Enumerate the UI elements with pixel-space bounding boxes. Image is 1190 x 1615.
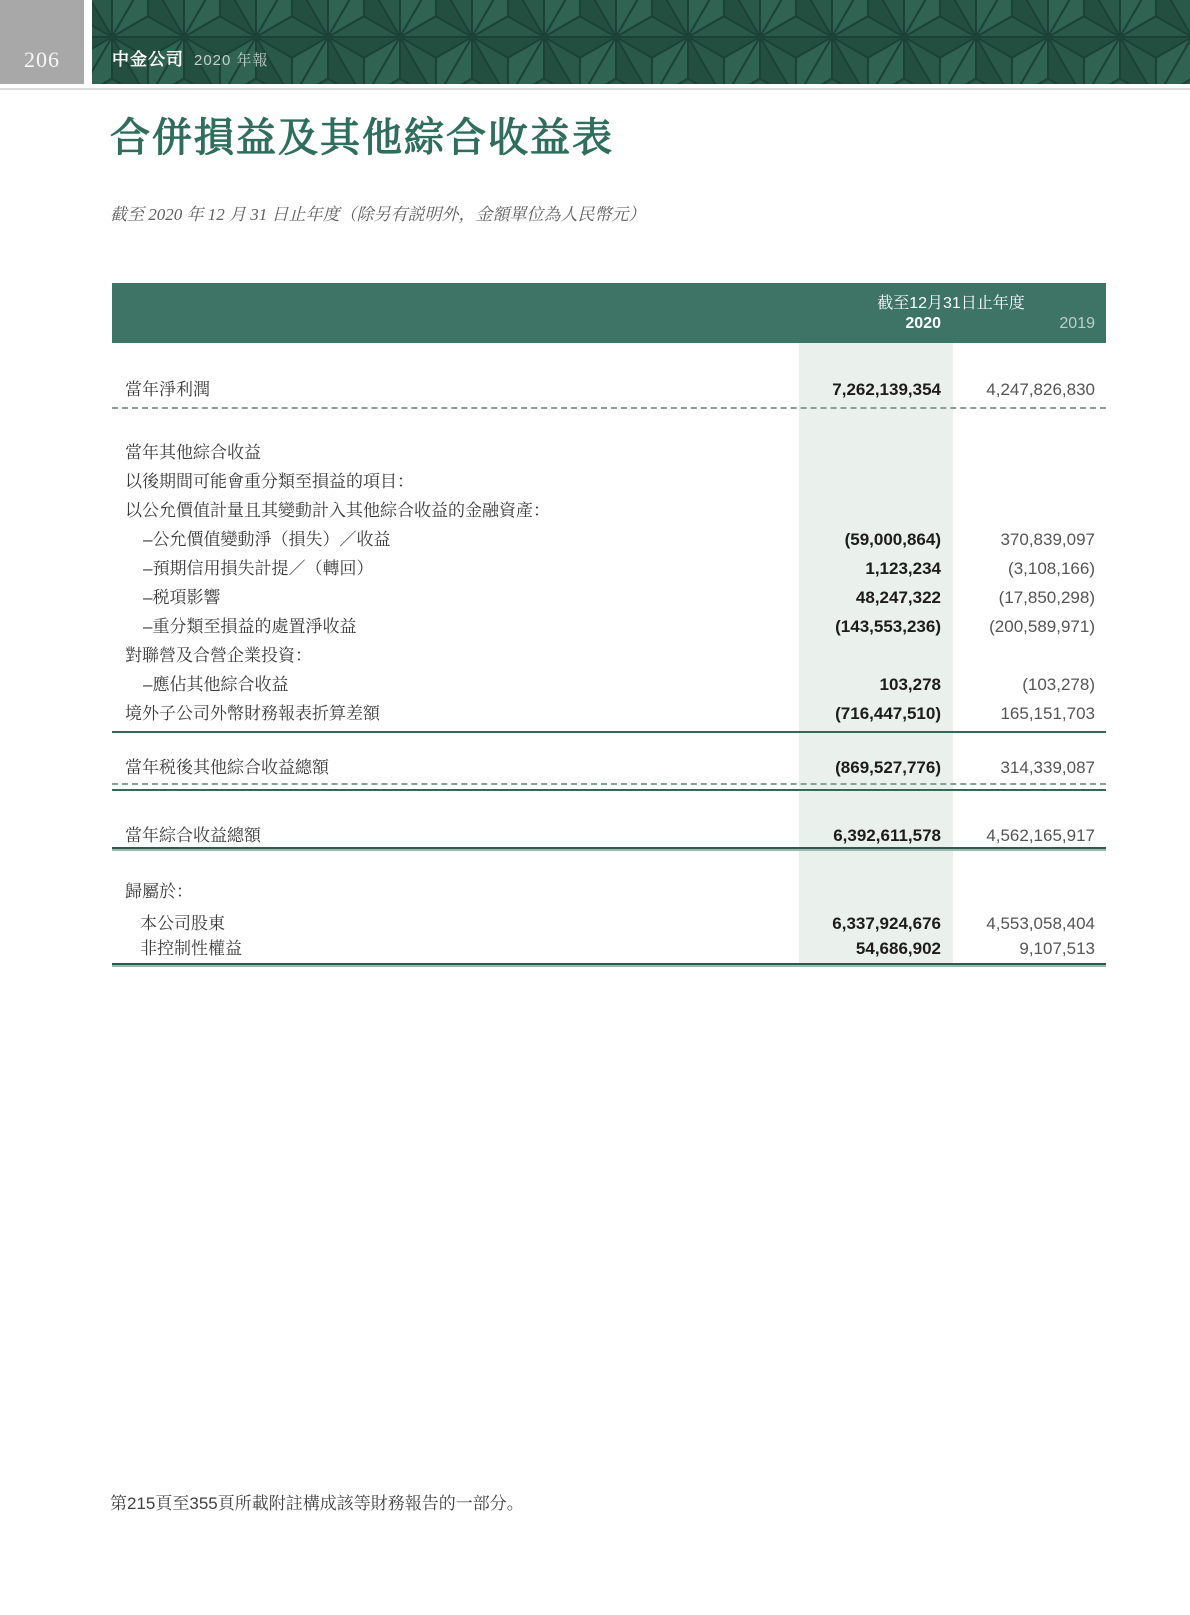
row-label: –應佔其他綜合收益: [143, 675, 289, 694]
table-row: [112, 671, 1106, 699]
solid-rule: [112, 789, 1106, 791]
row-label: 當年税後其他綜合收益總額: [125, 758, 329, 777]
value-2019: (17,850,298): [998, 588, 1095, 607]
row-label: 當年其他綜合收益: [125, 443, 261, 462]
solid-rule: [112, 731, 1106, 733]
table-row: [112, 497, 1106, 525]
row-label: 以公允價值計量且其變動計入其他綜合收益的金融資產：: [125, 501, 550, 520]
table-row: [112, 526, 1106, 554]
company-name: 中金公司: [112, 50, 184, 69]
value-2020: 103,278: [879, 675, 941, 694]
table-row: [112, 613, 1106, 641]
page-title: 合併損益及其他綜合收益表: [110, 115, 614, 160]
value-2020: 48,247,322: [855, 588, 941, 607]
header-divider: [0, 88, 1190, 90]
table-row: [112, 555, 1106, 583]
income-statement-table: [112, 283, 1106, 983]
page-number: 206: [24, 47, 60, 72]
table-row: [112, 376, 1106, 404]
table-row: [112, 439, 1106, 467]
row-label: 非控制性權益: [140, 939, 242, 958]
column-header-2019: 2019: [1059, 315, 1095, 332]
row-label: –税項影響: [143, 588, 221, 607]
value-2020: (716,447,510): [835, 704, 941, 723]
row-label: 本公司股東: [140, 914, 225, 933]
value-2020: 6,337,924,676: [832, 914, 941, 933]
value-2019: 4,247,826,830: [986, 380, 1095, 399]
value-2019: 4,562,165,917: [986, 826, 1095, 845]
asanoha-pattern-icon: [92, 0, 1190, 84]
page-subtitle: 截至 2020 年 12 月 31 日止年度（除另有説明外，金額單位為人民幣元）: [110, 205, 646, 224]
footnote: 第215頁至355頁所載附註構成該等財務報告的一部分。: [110, 1494, 524, 1513]
total-rule: [112, 963, 1106, 967]
dashed-rule: [112, 407, 1106, 409]
value-2020: 1,123,234: [865, 559, 941, 578]
value-2019: 4,553,058,404: [986, 914, 1095, 933]
banner-text: [112, 45, 269, 70]
table-row: [112, 910, 1106, 938]
dashed-rule: [112, 783, 1106, 785]
value-2020: 7,262,139,354: [832, 380, 941, 399]
value-2019: (200,589,971): [989, 617, 1095, 636]
row-label: –預期信用損失計提／（轉回）: [143, 559, 374, 578]
row-label: 境外子公司外幣財務報表折算差額: [125, 704, 380, 723]
value-2019: 314,339,087: [1000, 758, 1095, 777]
value-2020: (59,000,864): [844, 530, 941, 549]
value-2019: 165,151,703: [1000, 704, 1095, 723]
value-2019: (103,278): [1022, 675, 1095, 694]
table-row: [112, 642, 1106, 670]
row-label: –重分類至損益的處置淨收益: [143, 617, 357, 636]
row-label: 當年綜合收益總額: [125, 826, 261, 845]
value-2020: (143,553,236): [835, 617, 941, 636]
table-row: [112, 822, 1106, 850]
period-header: 截至12月31日止年度: [877, 295, 1025, 312]
value-2019: 370,839,097: [1000, 530, 1095, 549]
value-2020: 6,392,611,578: [833, 826, 941, 845]
value-2020: 54,686,902: [855, 939, 941, 958]
table-row: [112, 700, 1106, 728]
column-header-2020: 2020: [905, 315, 941, 332]
table-row: [112, 878, 1106, 906]
row-label: 以後期間可能會重分類至損益的項目：: [125, 472, 414, 491]
row-label: –公允價值變動淨（損失）／收益: [143, 530, 391, 549]
table-row: [112, 754, 1106, 782]
table-header: [112, 283, 1106, 343]
page-number-box: [0, 0, 84, 84]
table-row: [112, 468, 1106, 496]
row-label: 當年淨利潤: [125, 380, 210, 399]
row-label: 歸屬於：: [125, 882, 193, 901]
row-label: 對聯營及合營企業投資：: [125, 646, 312, 665]
table-row: [112, 584, 1106, 612]
value-2019: (3,108,166): [1008, 559, 1095, 578]
table-row: [112, 935, 1106, 963]
header-banner: [92, 0, 1190, 84]
value-2020: (869,527,776): [835, 758, 941, 777]
report-edition: 2020 年報: [194, 52, 269, 69]
value-2019: 9,107,513: [1019, 939, 1095, 958]
